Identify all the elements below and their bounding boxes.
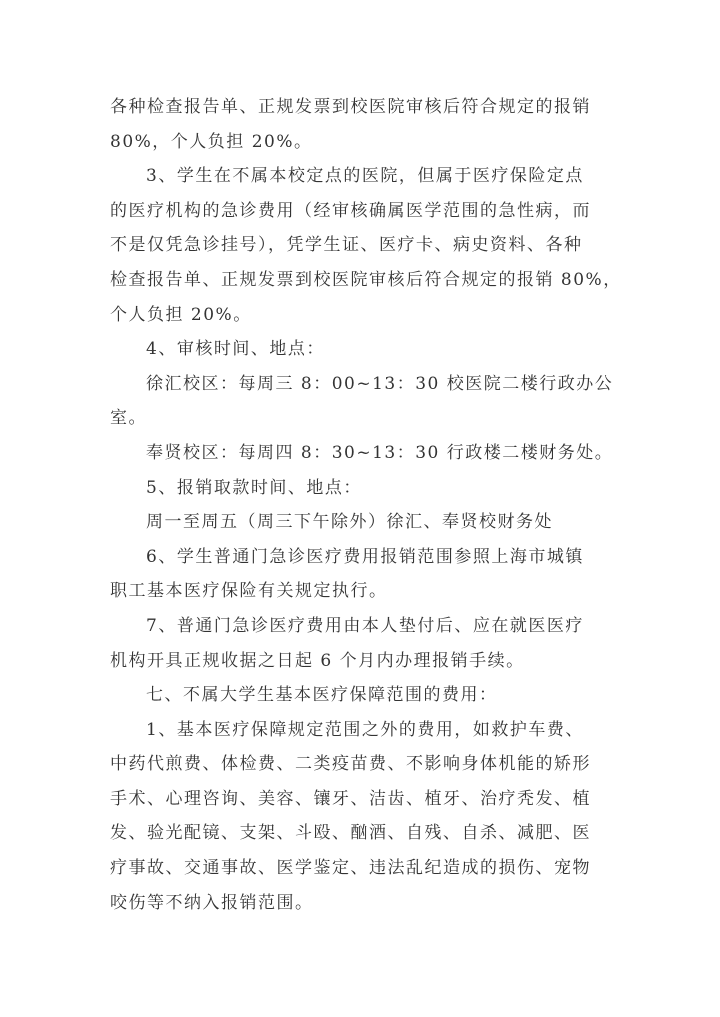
text-line: 不是仅凭急诊挂号），凭学生证、医疗卡、病史资料、各种 (110, 235, 583, 256)
text-line: 各种检查报告单、正规发票到校医院审核后符合规定的报销 (110, 97, 591, 117)
text-line: 疗事故、交通事故、医学鉴定、违法乱纪造成的损伤、宠物 (110, 858, 591, 879)
text-line: 5、报销取款时间、地点： (146, 477, 362, 498)
text-line: 室。 (110, 408, 147, 429)
text-line: 发、验光配镜、支架、斗殴、酗酒、自残、自杀、减肥、医 (110, 823, 591, 844)
text-line: 80%，个人负担 20%。 (110, 131, 313, 152)
text-line: 机构开具正规收据之日起 6 个月内办理报销手续。 (110, 650, 525, 671)
text-line: 3、学生在不属本校定点的医院，但属于医疗保险定点 (146, 166, 584, 187)
text-line: 奉贤校区：每周四 8：30~13：30 行政楼二楼财务处。 (146, 442, 614, 463)
document-page (110, 90, 622, 920)
text-line: 手术、心理咨询、美容、镶牙、洁齿、植牙、治疗秃发、植 (110, 788, 591, 809)
text-line: 七、不属大学生基本医疗保障范围的费用： (146, 685, 498, 706)
text-line: 的医疗机构的急诊费用（经审核确属医学范围的急性病，而 (110, 200, 591, 221)
text-line: 徐汇校区：每周三 8：00~13：30 校医院二楼行政办公 (146, 373, 614, 394)
text-line: 1、基本医疗保障规定范围之外的费用，如救护车费、 (146, 719, 584, 740)
text-line: 职工基本医疗保险有关规定执行。 (110, 581, 388, 602)
text-line: 咬伤等不纳入报销范围。 (110, 892, 314, 913)
text-line: 周一至周五（周三下午除外）徐汇、奉贤校财务处 (146, 512, 553, 533)
text-line: 4、审核时间、地点： (146, 339, 325, 360)
text-line: 中药代煎费、体检费、二类疫苗费、不影响身体机能的矫形 (110, 754, 591, 775)
text-line: 个人负担 20%。 (110, 304, 252, 325)
text-line: 6、学生普通门急诊医疗费用报销范围参照上海市城镇 (146, 546, 584, 567)
text-line: 检查报告单、正规发票到校医院审核后符合规定的报销 80%， (110, 269, 622, 290)
text-line: 7、普通门急诊医疗费用由本人垫付后、应在就医医疗 (146, 615, 584, 636)
